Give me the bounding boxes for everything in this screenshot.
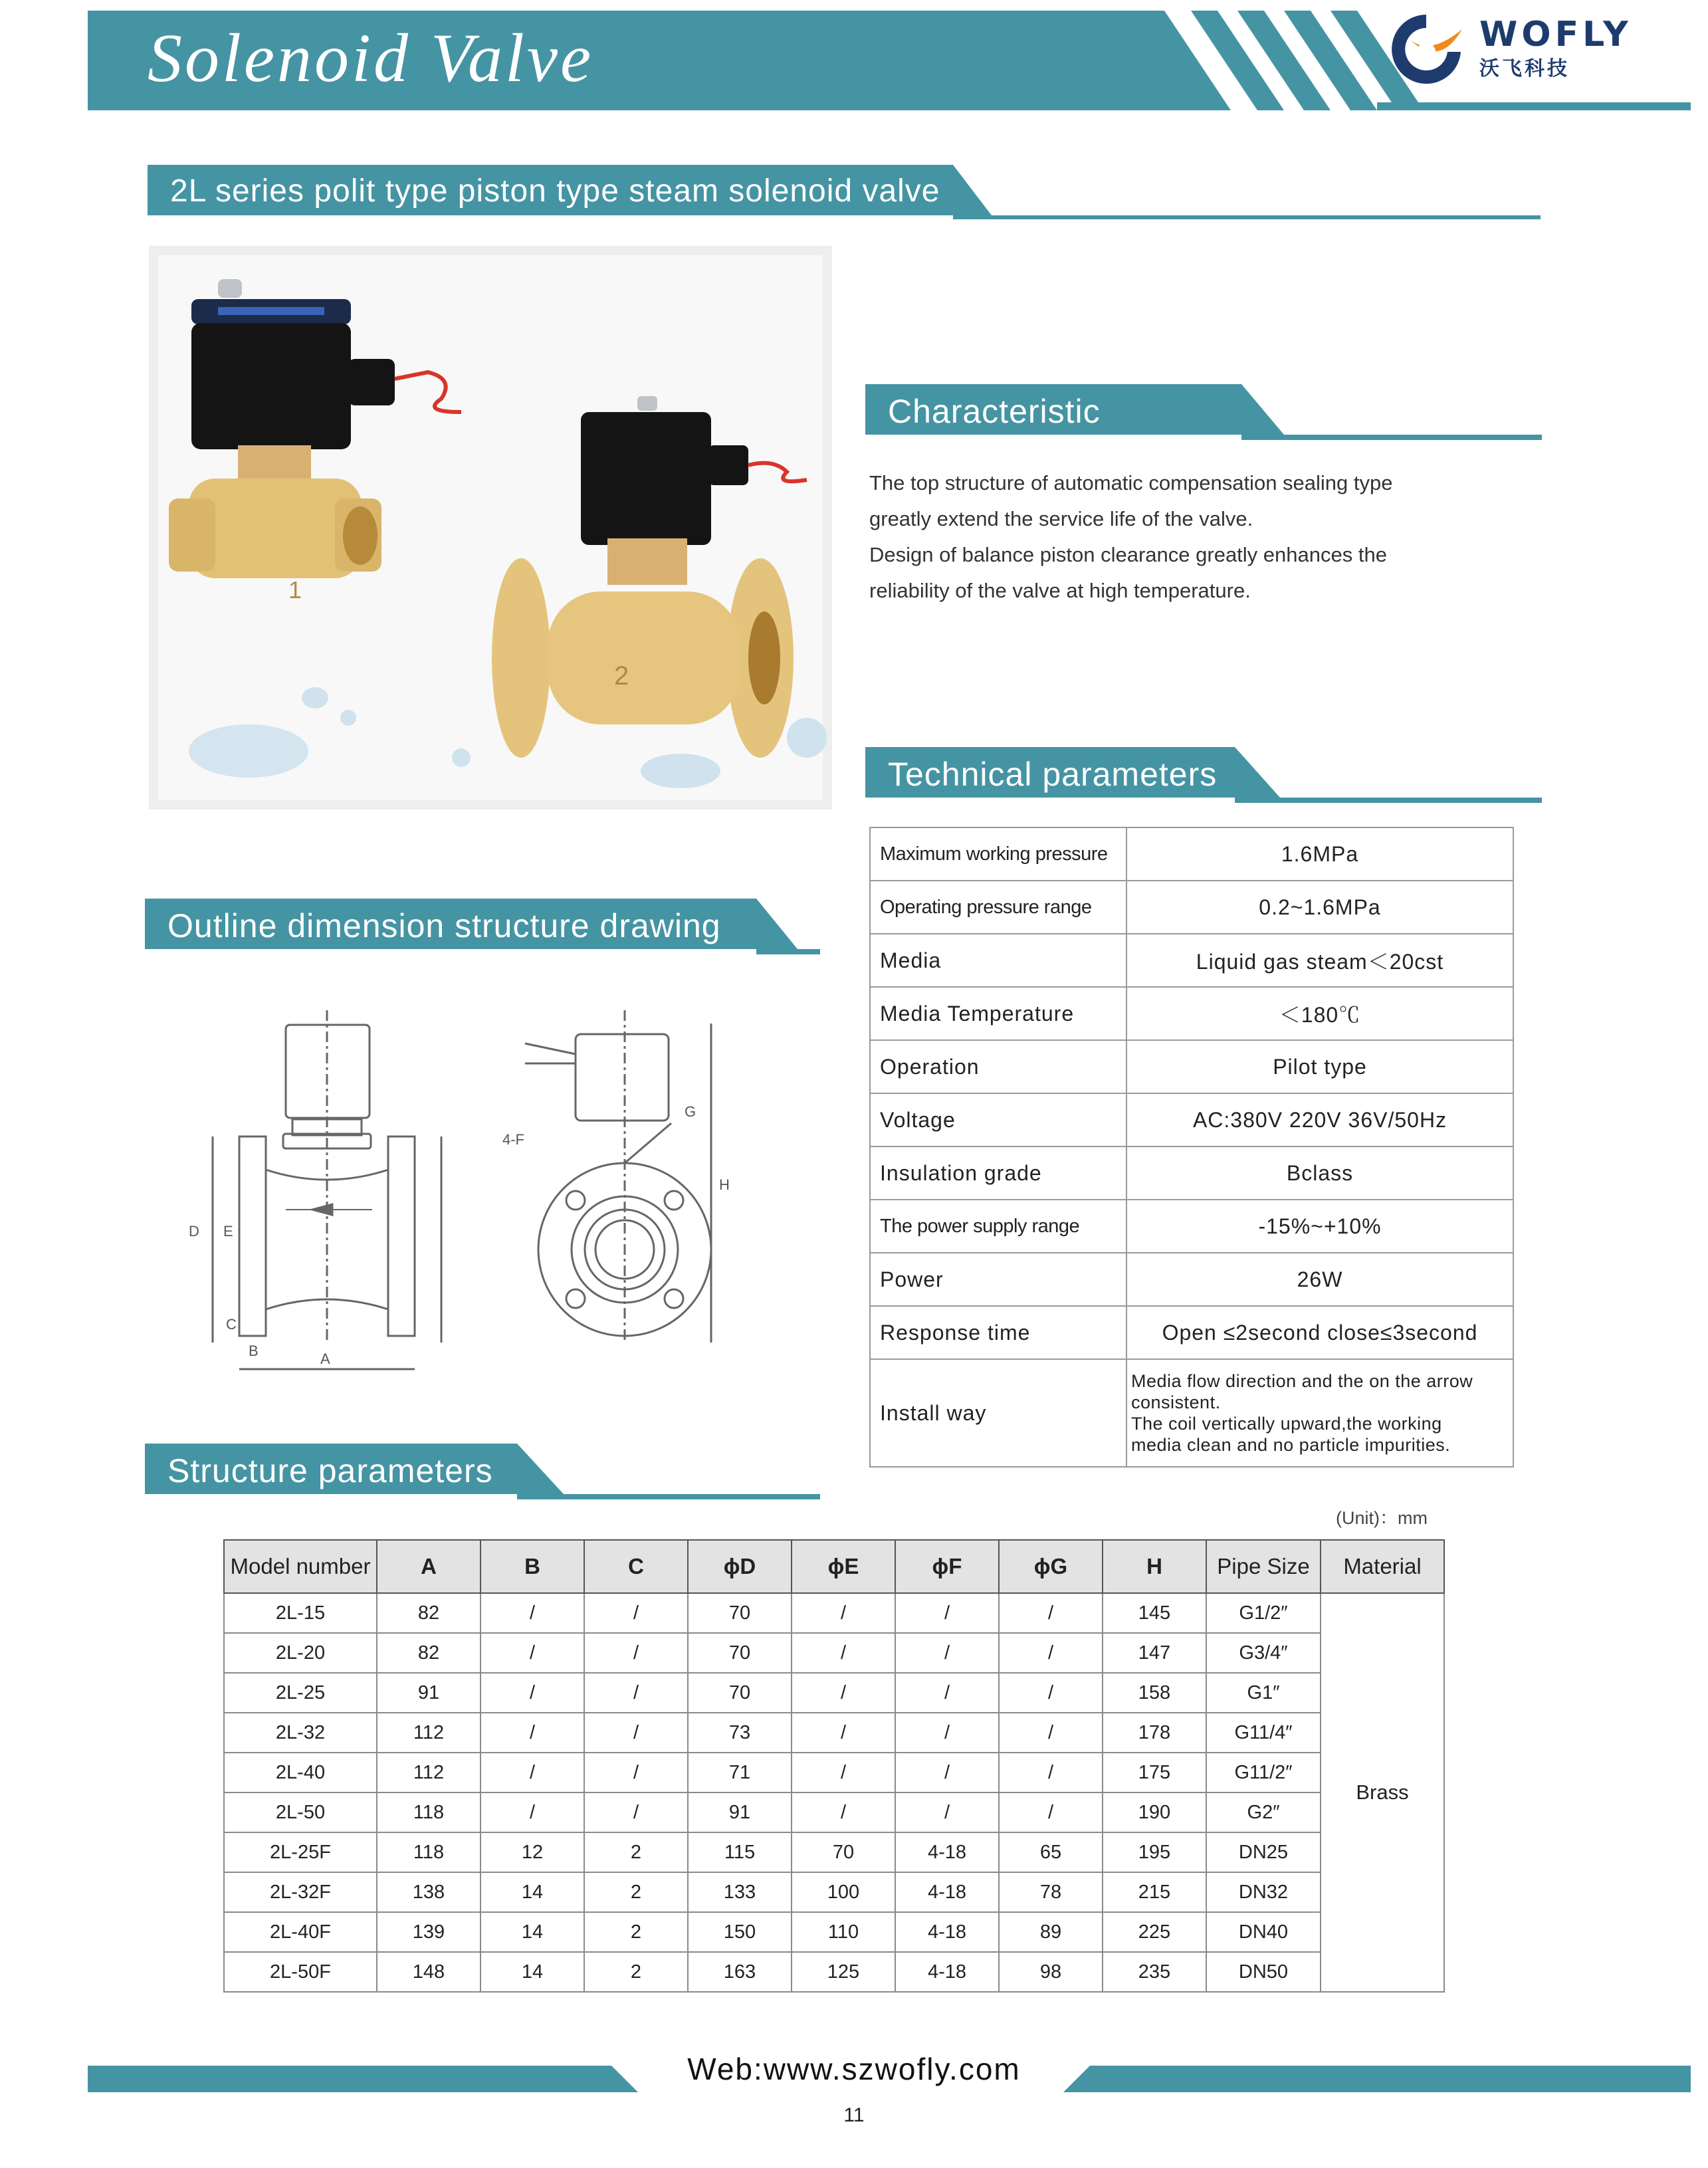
table-cell: 14 [480, 1872, 584, 1912]
table-cell: 112 [377, 1753, 480, 1792]
table-cell: 4-18 [895, 1912, 999, 1952]
outline-title: Outline dimension structure drawing [167, 907, 721, 944]
table-cell: 178 [1103, 1713, 1206, 1753]
table-cell: G1″ [1206, 1673, 1321, 1713]
photo-mark-1: 1 [288, 576, 302, 603]
param-value: AC:380V 220V 36V/50Hz [1126, 1093, 1513, 1146]
model-cell: 2L-32F [224, 1872, 377, 1912]
table-cell: 133 [688, 1872, 792, 1912]
footer-website: Web:www.szwofly.com [687, 2052, 1021, 2086]
param-value: Open ≤2second close≤3second [1126, 1306, 1513, 1359]
param-name: Operation [870, 1040, 1126, 1093]
param-name: The power supply range [870, 1200, 1126, 1253]
table-cell: 70 [688, 1593, 792, 1633]
material-cell: Brass [1321, 1593, 1444, 1992]
table-cell: / [480, 1673, 584, 1713]
dim-label-c: C [226, 1316, 237, 1333]
table-cell: / [792, 1673, 895, 1713]
table-cell: 98 [999, 1952, 1103, 1992]
page-number: 11 [843, 2104, 865, 2126]
param-value: Pilot type [1126, 1040, 1513, 1093]
col-header: Pipe Size [1206, 1540, 1321, 1593]
table-cell: G11/2″ [1206, 1753, 1321, 1792]
table-cell: 139 [377, 1912, 480, 1952]
characteristic-line: Design of balance piston clearance greatly enhances the [869, 543, 1387, 566]
table-cell: 65 [999, 1832, 1103, 1872]
table-cell: / [999, 1593, 1103, 1633]
model-cell: 2L-15 [224, 1593, 377, 1633]
table-row [870, 1359, 1513, 1467]
table-cell: / [584, 1792, 688, 1832]
table-cell: 82 [377, 1633, 480, 1673]
table-cell: / [480, 1593, 584, 1633]
table-row [870, 1040, 1513, 1093]
series-title: 2L series polit type piston type steam solenoid valve [170, 173, 940, 209]
table-cell: 4-18 [895, 1952, 999, 1992]
table-row [224, 1593, 1444, 1633]
photo-mark-2: 2 [614, 661, 629, 691]
param-value: -15%~+10% [1126, 1200, 1513, 1253]
table-cell: 110 [792, 1912, 895, 1952]
table-cell: / [999, 1753, 1103, 1792]
model-cell: 2L-20 [224, 1633, 377, 1673]
table-cell: / [480, 1792, 584, 1832]
table-header-row [224, 1540, 1444, 1593]
table-cell: 2 [584, 1912, 688, 1952]
table-cell: / [480, 1713, 584, 1753]
table-cell: / [999, 1633, 1103, 1673]
table-row [224, 1673, 1444, 1713]
product-photo [149, 246, 832, 810]
table-cell: / [792, 1633, 895, 1673]
characteristic-text [869, 465, 1467, 609]
model-cell: 2L-40 [224, 1753, 377, 1792]
dim-label-g: G [685, 1103, 696, 1120]
table-row [870, 827, 1513, 881]
table-cell: DN50 [1206, 1952, 1321, 1992]
table-cell: 118 [377, 1792, 480, 1832]
table-row [224, 1753, 1444, 1792]
table-cell: G1/2″ [1206, 1593, 1321, 1633]
table-row [224, 1952, 1444, 1992]
param-value: 26W [1126, 1253, 1513, 1306]
param-value: 0.2~1.6MPa [1126, 881, 1513, 934]
table-row [870, 881, 1513, 934]
table-cell: / [895, 1792, 999, 1832]
table-cell: / [480, 1633, 584, 1673]
section-technical [865, 747, 1542, 800]
col-header: ϕG [999, 1540, 1103, 1593]
table-cell: 190 [1103, 1792, 1206, 1832]
table-cell: G11/4″ [1206, 1713, 1321, 1753]
table-cell: / [895, 1753, 999, 1792]
param-name: Media Temperature [870, 987, 1126, 1040]
structure-table [223, 1539, 1445, 1993]
param-value-install [1126, 1359, 1513, 1467]
table-cell: / [895, 1713, 999, 1753]
table-row [870, 1146, 1513, 1200]
section-outline [145, 899, 820, 952]
technical-title: Technical parameters [888, 756, 1218, 793]
param-name: Insulation grade [870, 1146, 1126, 1200]
col-header: Model number [224, 1540, 377, 1593]
param-name: Operating pressure range [870, 881, 1126, 934]
param-name: Voltage [870, 1093, 1126, 1146]
section-structure [145, 1444, 820, 1497]
characteristic-line: The top structure of automatic compensation sealing type [869, 471, 1393, 494]
table-cell: 2 [584, 1952, 688, 1992]
dim-label-f: 4-F [502, 1131, 524, 1148]
table-cell: 225 [1103, 1912, 1206, 1952]
table-row [224, 1912, 1444, 1952]
table-cell: / [792, 1713, 895, 1753]
table-cell: / [480, 1753, 584, 1792]
model-cell: 2L-25F [224, 1832, 377, 1872]
table-cell: 70 [688, 1673, 792, 1713]
table-row [224, 1633, 1444, 1673]
table-cell: / [999, 1713, 1103, 1753]
unit-label: (Unit)：mm [1336, 1508, 1428, 1528]
model-cell: 2L-50 [224, 1792, 377, 1832]
dim-label-d: D [189, 1223, 199, 1240]
param-value: ＜180℃ [1126, 987, 1513, 1040]
page-title: Solenoid Valve [148, 20, 594, 96]
col-header: ϕE [792, 1540, 895, 1593]
model-cell: 2L-50F [224, 1952, 377, 1992]
table-cell: / [584, 1753, 688, 1792]
table-cell: 147 [1103, 1633, 1206, 1673]
table-cell: 118 [377, 1832, 480, 1872]
table-cell: 78 [999, 1872, 1103, 1912]
characteristic-title: Characteristic [888, 393, 1101, 430]
table-cell: 100 [792, 1872, 895, 1912]
param-name: Media [870, 934, 1126, 987]
col-header: Material [1321, 1540, 1444, 1593]
structure-title: Structure parameters [167, 1452, 493, 1489]
table-row [224, 1792, 1444, 1832]
table-cell: / [895, 1673, 999, 1713]
table-cell: 73 [688, 1713, 792, 1753]
table-cell: / [895, 1593, 999, 1633]
table-cell: / [584, 1633, 688, 1673]
table-cell: / [584, 1713, 688, 1753]
table-cell: 70 [688, 1633, 792, 1673]
table-cell: 145 [1103, 1593, 1206, 1633]
table-cell: 82 [377, 1593, 480, 1633]
logo-chinese-text: 沃飞科技 [1479, 57, 1570, 80]
table-cell: DN25 [1206, 1832, 1321, 1872]
model-cell: 2L-40F [224, 1912, 377, 1952]
table-row [870, 1253, 1513, 1306]
col-header: ϕF [895, 1540, 999, 1593]
table-cell: / [584, 1673, 688, 1713]
table-cell: 158 [1103, 1673, 1206, 1713]
param-value: Liquid gas steam＜20cst [1126, 934, 1513, 987]
dim-label-b: B [249, 1343, 259, 1359]
param-name: Power [870, 1253, 1126, 1306]
table-row [224, 1713, 1444, 1753]
model-cell: 2L-25 [224, 1673, 377, 1713]
table-cell: G3/4″ [1206, 1633, 1321, 1673]
dim-label-h: H [719, 1176, 730, 1193]
table-cell: DN40 [1206, 1912, 1321, 1952]
table-cell: 175 [1103, 1753, 1206, 1792]
table-cell: 91 [377, 1673, 480, 1713]
col-header: B [480, 1540, 584, 1593]
table-cell: DN32 [1206, 1872, 1321, 1912]
table-cell: 138 [377, 1872, 480, 1912]
param-name: Maximum working pressure [870, 827, 1126, 881]
param-value: 1.6MPa [1126, 827, 1513, 881]
col-header: A [377, 1540, 480, 1593]
table-cell: / [792, 1792, 895, 1832]
table-row [870, 1306, 1513, 1359]
table-cell: / [792, 1593, 895, 1633]
table-cell: / [584, 1593, 688, 1633]
table-cell: 71 [688, 1753, 792, 1792]
table-cell: 125 [792, 1952, 895, 1992]
param-name: Install way [870, 1359, 1126, 1467]
dim-label-e: E [223, 1223, 233, 1240]
table-cell: 89 [999, 1912, 1103, 1952]
model-cell: 2L-32 [224, 1713, 377, 1753]
outline-drawing [179, 997, 758, 1367]
table-cell: 150 [688, 1912, 792, 1952]
install-line: media clean and no particle impurities. [1131, 1435, 1451, 1455]
technical-table [869, 827, 1514, 1467]
table-row [224, 1832, 1444, 1872]
table-row [870, 934, 1513, 987]
table-cell: 4-18 [895, 1872, 999, 1912]
table-cell: 115 [688, 1832, 792, 1872]
table-cell: 70 [792, 1832, 895, 1872]
table-cell: 235 [1103, 1952, 1206, 1992]
wofly-logo-icon [1384, 9, 1470, 89]
table-cell: 14 [480, 1912, 584, 1952]
table-row [224, 1872, 1444, 1912]
table-cell: / [999, 1673, 1103, 1713]
table-cell: 112 [377, 1713, 480, 1753]
characteristic-line: greatly extend the service life of the valve. [869, 507, 1253, 530]
table-row [870, 987, 1513, 1040]
table-cell: 2 [584, 1872, 688, 1912]
table-cell: G2″ [1206, 1792, 1321, 1832]
dim-label-a: A [320, 1351, 330, 1367]
param-name: Response time [870, 1306, 1126, 1359]
param-value: Bclass [1126, 1146, 1513, 1200]
table-cell: 2 [584, 1832, 688, 1872]
table-cell: 91 [688, 1792, 792, 1832]
table-cell: 215 [1103, 1872, 1206, 1912]
table-cell: 12 [480, 1832, 584, 1872]
table-cell: / [999, 1792, 1103, 1832]
install-line: The coil vertically upward,the working [1131, 1414, 1442, 1434]
col-header: C [584, 1540, 688, 1593]
table-row [870, 1093, 1513, 1146]
logo-text: WOFLY [1479, 15, 1632, 54]
table-cell: / [792, 1753, 895, 1792]
table-cell: 195 [1103, 1832, 1206, 1872]
section-series-title [148, 165, 1541, 218]
col-header: H [1103, 1540, 1206, 1593]
install-line: consistent. [1131, 1392, 1221, 1412]
table-row [870, 1200, 1513, 1253]
install-line: Media flow direction and the on the arrow [1131, 1371, 1473, 1391]
characteristic-line: reliability of the valve at high temperature. [869, 579, 1251, 602]
section-characteristic [865, 384, 1542, 437]
col-header: ϕD [688, 1540, 792, 1593]
table-cell: / [895, 1633, 999, 1673]
table-cell: 148 [377, 1952, 480, 1992]
table-cell: 4-18 [895, 1832, 999, 1872]
table-cell: 14 [480, 1952, 584, 1992]
table-cell: 163 [688, 1952, 792, 1992]
